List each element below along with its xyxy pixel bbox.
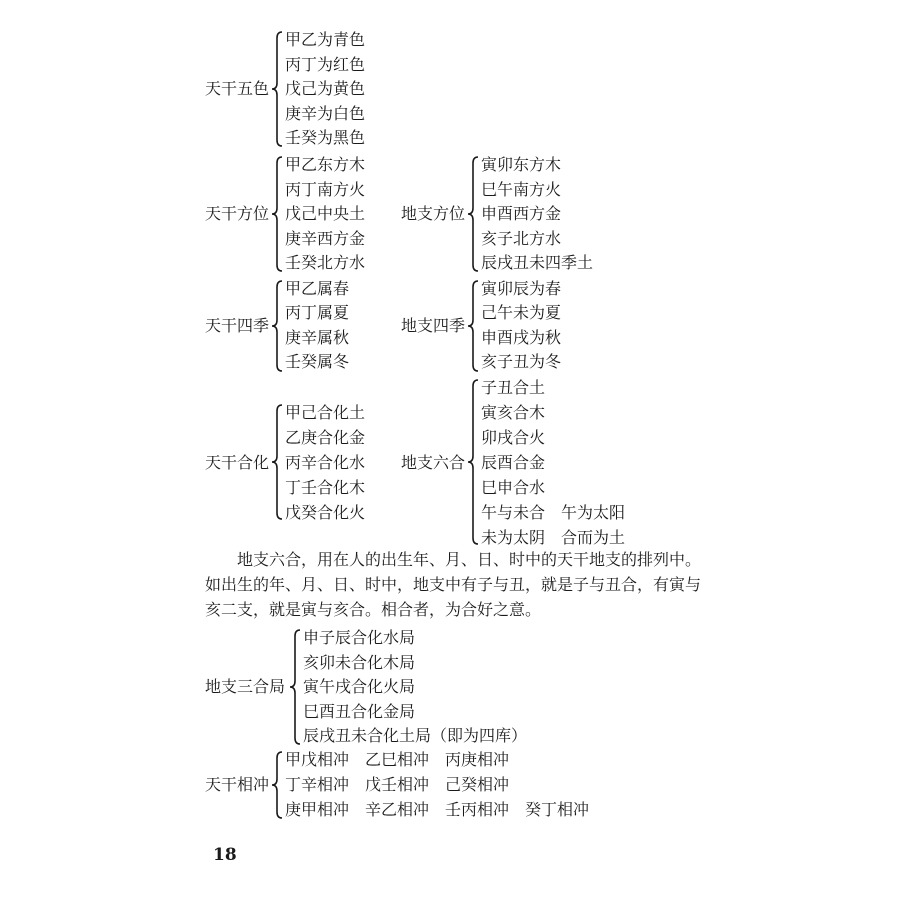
list-item: 亥子北方水: [481, 229, 562, 248]
left-brace: [270, 279, 284, 373]
list-item: 甲乙东方木: [285, 155, 366, 174]
list-item: 寅卯辰为春: [481, 279, 562, 298]
list-item: 丁辛相冲 戊壬相冲 己癸相冲: [285, 775, 510, 794]
list-item: 乙庚合化金: [285, 428, 366, 447]
list-item: 甲乙属春: [285, 279, 350, 298]
group-label: 地支三合局: [205, 677, 286, 696]
list-item: 寅午戌合化火局: [303, 677, 416, 696]
list-item: 亥卯未合化木局: [303, 653, 416, 672]
list-item: 午与未合 午为太阳: [481, 503, 626, 522]
list-item: 甲己合化土: [285, 403, 366, 422]
left-brace: [270, 155, 284, 273]
list-item: 未为太阴 合而为土: [481, 528, 626, 547]
group-label: 天干合化: [205, 453, 270, 472]
list-item: 子丑合土: [481, 378, 546, 397]
list-item: 己午未为夏: [481, 303, 562, 322]
group-label: 地支四季: [401, 316, 466, 335]
list-item: 巳申合水: [481, 478, 546, 497]
list-item: 辰酉合金: [481, 453, 546, 472]
list-item: 庚辛西方金: [285, 229, 366, 248]
left-brace: [270, 750, 284, 820]
list-item: 申酉戌为秋: [481, 328, 562, 347]
list-item: 丁壬合化木: [285, 478, 366, 497]
list-item: 庚甲相冲 辛乙相冲 壬丙相冲 癸丁相冲: [285, 800, 590, 819]
list-item: 丙丁南方火: [285, 180, 366, 199]
paragraph-line: 亥二支，就是寅与亥合。相合者，为合好之意。: [205, 600, 542, 619]
paragraph-line: 地支六合，用在人的出生年、月、日、时中的天干地支的排列中。: [205, 550, 702, 569]
list-item: 亥子丑为冬: [481, 352, 562, 371]
left-brace: [466, 155, 480, 273]
list-item: 寅卯东方木: [481, 155, 562, 174]
list-item: 戊癸合化火: [285, 503, 366, 522]
list-item: 甲乙为青色: [285, 30, 366, 49]
list-item: 庚辛属秋: [285, 328, 350, 347]
left-brace: [270, 403, 284, 521]
list-item: 戊己中央土: [285, 204, 366, 223]
list-item: 辰戌丑未四季土: [481, 253, 594, 272]
left-brace: [466, 279, 480, 373]
left-brace: [270, 30, 284, 148]
group-label: 天干方位: [205, 204, 270, 223]
list-item: 壬癸为黑色: [285, 128, 366, 147]
list-item: 卯戌合火: [481, 428, 546, 447]
group-label: 地支方位: [401, 204, 466, 223]
list-item: 申酉西方金: [481, 204, 562, 223]
group-label: 天干相冲: [205, 775, 270, 794]
list-item: 巳午南方火: [481, 180, 562, 199]
list-item: 寅亥合木: [481, 403, 546, 422]
left-brace: [466, 378, 480, 546]
group-label: 天干四季: [205, 316, 270, 335]
list-item: 巳酉丑合化金局: [303, 702, 416, 721]
list-item: 壬癸北方水: [285, 253, 366, 272]
list-item: 辰戌丑未合化土局（即为四库）: [303, 726, 528, 745]
list-item: 丙丁为红色: [285, 55, 366, 74]
list-item: 戊己为黄色: [285, 79, 366, 98]
left-brace: [288, 628, 302, 746]
group-label: 地支六合: [401, 453, 466, 472]
list-item: 甲戊相冲 乙巳相冲 丙庚相冲: [285, 750, 510, 769]
paragraph-line: 如出生的年、月、日、时中，地支中有子与丑，就是子与丑合，有寅与: [205, 575, 702, 594]
list-item: 丙辛合化水: [285, 453, 366, 472]
list-item: 壬癸属冬: [285, 352, 350, 371]
list-item: 申子辰合化水局: [303, 628, 416, 647]
group-label: 天干五色: [205, 79, 270, 98]
page-number: 18: [213, 845, 237, 865]
list-item: 庚辛为白色: [285, 104, 366, 123]
list-item: 丙丁属夏: [285, 303, 350, 322]
